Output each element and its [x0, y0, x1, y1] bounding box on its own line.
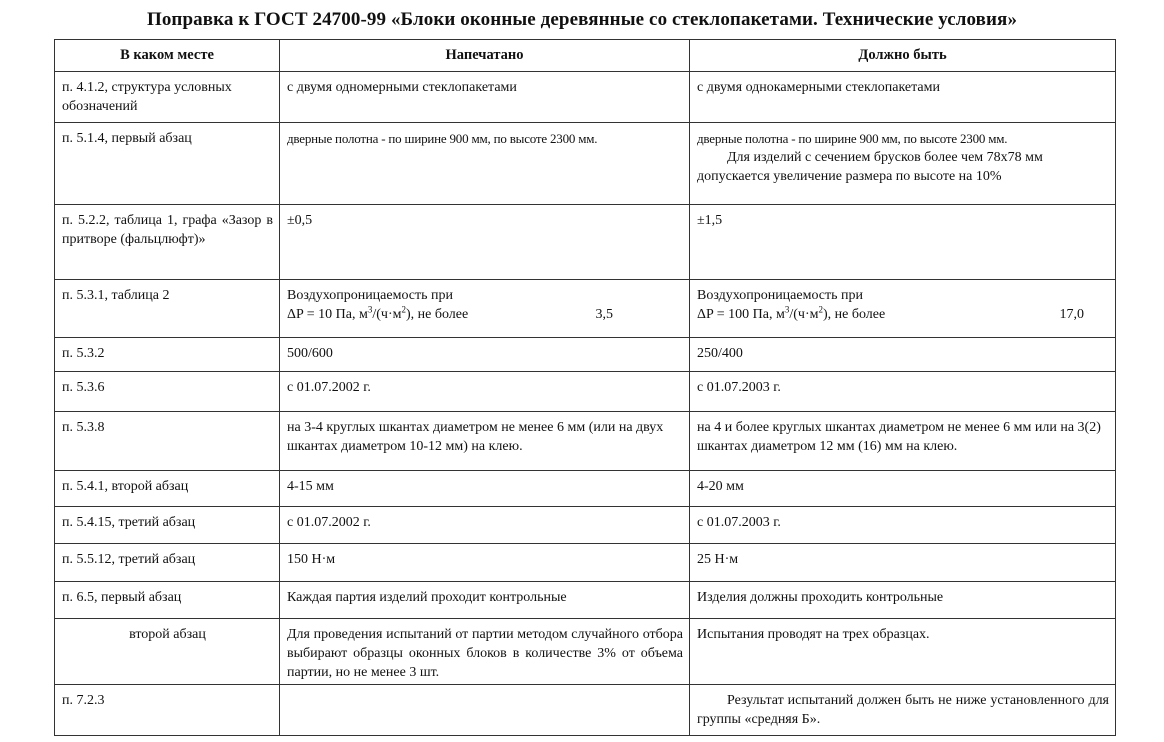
cell-printed: 500/600: [280, 338, 690, 372]
cell-where: п. 7.2.3: [55, 685, 280, 736]
cell-should-be: с 01.07.2003 г.: [690, 507, 1116, 544]
cell-where: п. 4.1.2, структура условных обозначений: [55, 72, 280, 123]
cell-where: п. 5.4.1, второй абзац: [55, 471, 280, 507]
should-be-line: Воздухопроницаемость при: [697, 288, 864, 303]
table-row: [55, 619, 1116, 685]
table-row: [55, 582, 1116, 619]
cell-printed: на 3-4 круглых шкантах диаметром не менее 6 мм (или на двух шкантах диаметром 10-12 мм) на клею.: [280, 412, 690, 471]
table-row: [55, 372, 1116, 412]
should-be-line: Для изделий с сечением брусков более чем 78х78 мм допускается увеличение размера по высоте на 10%: [697, 150, 1043, 184]
cell-where: п. 5.3.1, таблица 2: [55, 280, 280, 338]
cell-should-be: Испытания проводят на трех образцах.: [690, 619, 1116, 685]
cell-printed: [280, 280, 690, 338]
cell-where: п. 5.2.2, таблица 1, графа «Зазор в притворе (фальцлюфт)»: [55, 205, 280, 280]
superscript: 3: [367, 304, 373, 315]
cell-should-be: с 01.07.2003 г.: [690, 372, 1116, 412]
document-title: Поправка к ГОСТ 24700-99 «Блоки оконные деревянные со стеклопакетами. Технические условия»: [146, 9, 1018, 30]
cell-where: п. 5.5.12, третий абзац: [55, 544, 280, 582]
table-row: [55, 123, 1116, 205]
should-be-airflow-value: 17,0: [1059, 307, 1084, 322]
should-be-line: дверные полотна - по ширине 900 мм, по высоте 2300 мм.: [697, 131, 1008, 146]
printed-unit-end: ), не более: [405, 307, 469, 322]
cell-where: п. 5.3.2: [55, 338, 280, 372]
printed-airflow-prefix: ΔP = 10 Па, м: [287, 307, 368, 322]
cell-printed: Для проведения испытаний от партии методом случайного отбора выбирают образцы оконных блоков в количестве 3% от объема партии, но не менее 3 шт.: [280, 619, 690, 685]
cell-should-be: [690, 123, 1116, 205]
cell-should-be: 4-20 мм: [690, 471, 1116, 507]
printed-airflow-row: [287, 305, 683, 324]
cell-where: п. 5.1.4, первый абзац: [55, 123, 280, 205]
header-printed: Напечатано: [280, 40, 690, 72]
cell-where: п. 6.5, первый абзац: [55, 582, 280, 619]
cell-printed: 4-15 мм: [280, 471, 690, 507]
header-where: В каком месте: [55, 40, 280, 72]
table-row: [55, 205, 1116, 280]
cell-should-be: 25 Н·м: [690, 544, 1116, 582]
cell-should-be: ±1,5: [690, 205, 1116, 280]
table-row: [55, 685, 1116, 736]
printed-unit-mid: /(ч·м: [372, 307, 402, 322]
amendment-table: [54, 39, 1116, 736]
cell-printed: [280, 685, 690, 736]
table-header-row: [55, 40, 1116, 72]
superscript: 2: [818, 304, 823, 315]
should-be-unit-mid: /(ч·м: [789, 307, 819, 322]
table-row: [55, 280, 1116, 338]
table-row: [55, 338, 1116, 372]
should-be-airflow-row: [697, 305, 1109, 324]
printed-airflow-label: [287, 305, 468, 324]
cell-printed: дверные полотна - по ширине 900 мм, по высоте 2300 мм.: [280, 123, 690, 205]
cell-printed: 150 Н·м: [280, 544, 690, 582]
table-row: [55, 471, 1116, 507]
superscript: 3: [784, 304, 790, 315]
printed-airflow-value: 3,5: [595, 307, 613, 322]
table-row: [55, 412, 1116, 471]
cell-should-be: с двумя однокамерными стеклопакетами: [690, 72, 1116, 123]
cell-should-be: Изделия должны проходить контрольные: [690, 582, 1116, 619]
cell-printed: Каждая партия изделий проходит контрольные: [280, 582, 690, 619]
should-be-unit-end: ), не более: [822, 307, 886, 322]
should-be-airflow-label: [697, 305, 885, 324]
cell-should-be: Результат испытаний должен быть не ниже установленного для группы «средняя Б».: [690, 685, 1116, 736]
cell-printed: ±0,5: [280, 205, 690, 280]
cell-printed: с 01.07.2002 г.: [280, 372, 690, 412]
cell-where: второй абзац: [55, 619, 280, 685]
should-be-airflow-prefix: ΔP = 100 Па, м: [697, 307, 785, 322]
header-should-be: Должно быть: [690, 40, 1116, 72]
superscript: 2: [401, 304, 406, 315]
cell-should-be: [690, 280, 1116, 338]
printed-line: Воздухопроницаемость при: [287, 288, 454, 303]
cell-where: п. 5.3.8: [55, 412, 280, 471]
cell-printed: с 01.07.2002 г.: [280, 507, 690, 544]
cell-printed: с двумя одномерными стеклопакетами: [280, 72, 690, 123]
cell-where: п. 5.3.6: [55, 372, 280, 412]
table-row: [55, 507, 1116, 544]
table-row: [55, 72, 1116, 123]
table-row: [55, 544, 1116, 582]
cell-should-be: 250/400: [690, 338, 1116, 372]
cell-should-be: на 4 и более круглых шкантах диаметром не менее 6 мм или на 3(2) шкантах диаметром 12 мм (16) мм на клею.: [690, 412, 1116, 471]
cell-where: п. 5.4.15, третий абзац: [55, 507, 280, 544]
